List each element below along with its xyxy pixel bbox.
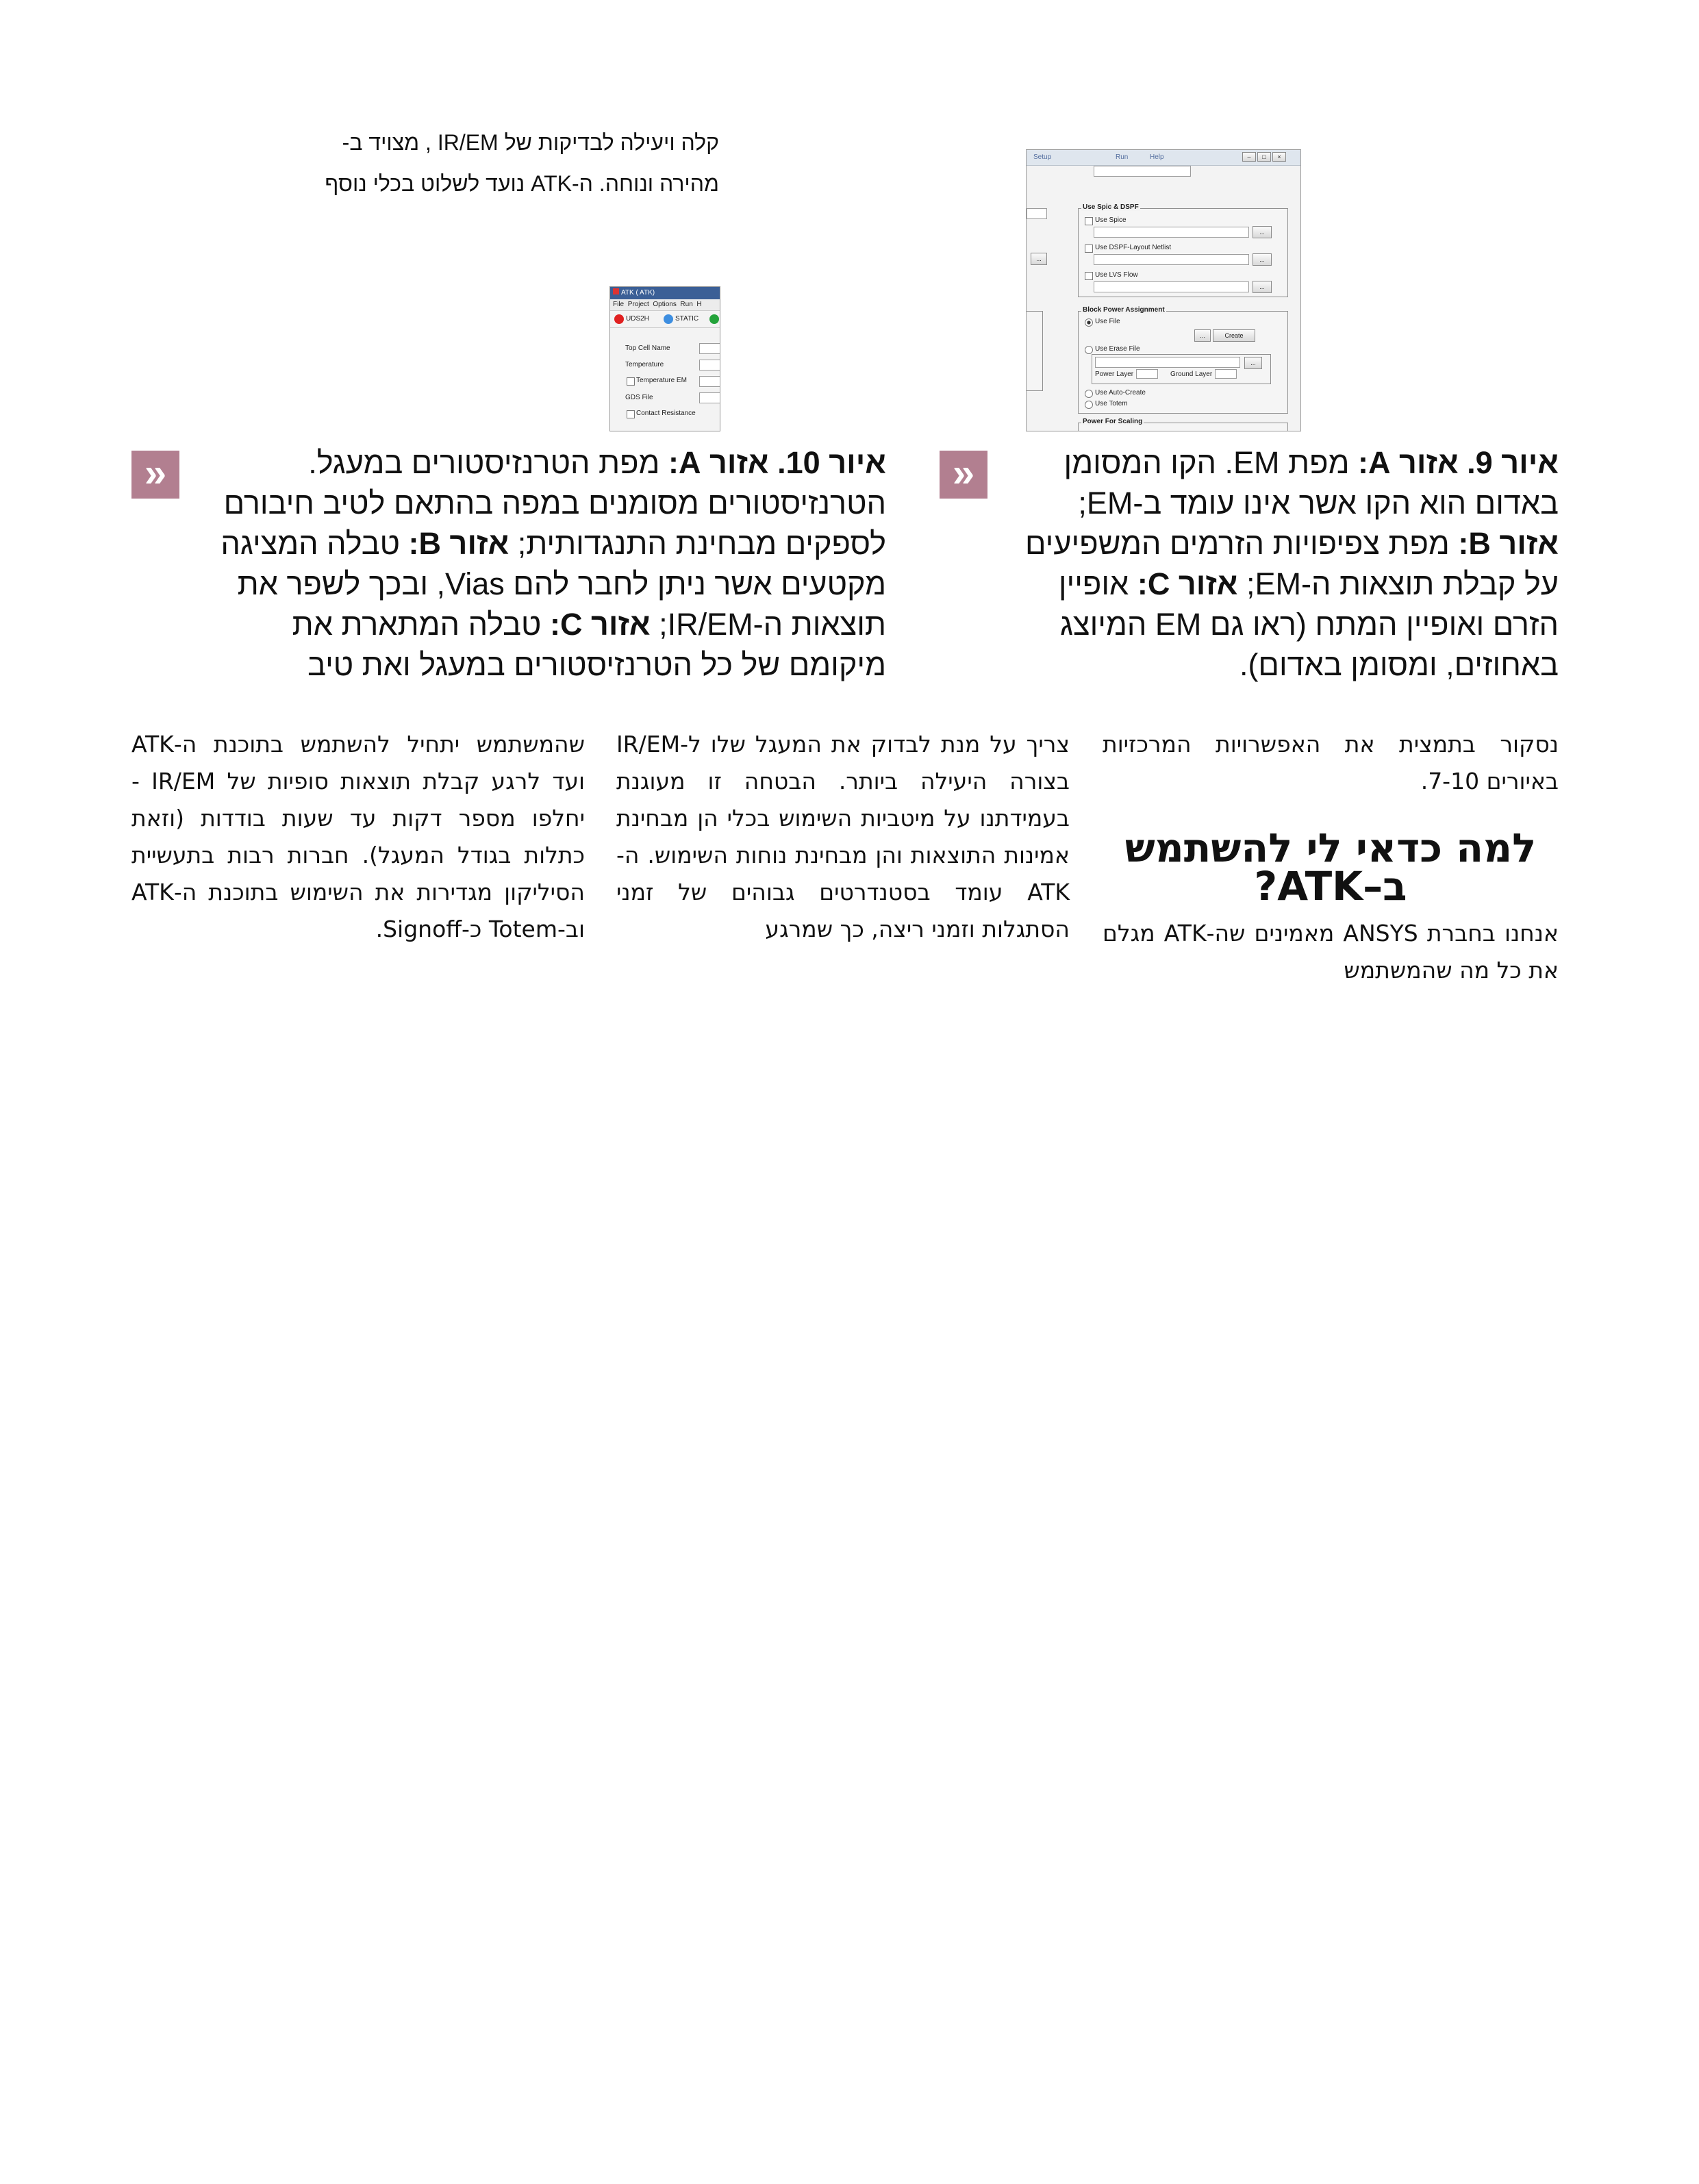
- ground-layer-label: Ground Layer: [1170, 371, 1213, 378]
- auto-create-radio[interactable]: [1085, 390, 1093, 398]
- figure-10-screenshot: [609, 286, 720, 431]
- status-green-icon: [709, 314, 719, 324]
- tab-run[interactable]: Run: [1116, 153, 1129, 161]
- menu-options[interactable]: Options: [653, 301, 677, 308]
- use-spice-label: Use Spice: [1095, 216, 1127, 224]
- block-power-title: Block Power Assignment: [1083, 306, 1165, 314]
- dspf-browse-button[interactable]: ...: [1253, 253, 1272, 266]
- figure-10-caption: [203, 442, 886, 685]
- use-erase-label: Use Erase File: [1095, 345, 1140, 353]
- fig10-zone-c: אזור C:: [549, 607, 651, 642]
- row-gds-file: GDS File: [625, 394, 653, 401]
- top-text-fragment: [294, 122, 719, 204]
- window-title: ATK ( ATK): [621, 289, 655, 297]
- erase-browse-button[interactable]: ...: [1244, 357, 1262, 369]
- use-lvs-label: Use LVS Flow: [1095, 271, 1138, 279]
- fig10-zone-a-text: מפת הטרנזיסטורים במעגל. הטרנזיסטורים מסומנים במפה בהתאם לטיב חיבורם לספקים מבחינת התנגדותית;: [223, 445, 886, 561]
- figure-9-icon: »: [940, 451, 987, 499]
- use-totem-label: Use Totem: [1095, 400, 1128, 407]
- fig9-zone-c-text: אופיין הזרם ואופיין המתח (ראו גם EM המיוצג באחוזים, ומסומן באדום).: [1058, 566, 1559, 682]
- dspf-file-input[interactable]: [1094, 254, 1249, 265]
- cut-off-button[interactable]: ...: [1031, 253, 1047, 265]
- fig10-zone-b-text: טבלה המציגה מקטעים אשר ניתן לחבר להם Vias, ובכך לשפר את תוצאות ה-IR/EM;: [221, 526, 886, 642]
- use-file-radio[interactable]: [1085, 318, 1093, 327]
- spice-browse-button[interactable]: ...: [1253, 226, 1272, 238]
- figure-10-icon: »: [131, 451, 179, 499]
- top-fragment-line-2: מהירה ונוחה. ה-ATK נועד לשלוט בכלי נוסף: [325, 171, 719, 196]
- row-top-cell-name: Top Cell Name: [625, 344, 670, 352]
- close-icon[interactable]: ×: [1272, 152, 1286, 162]
- use-dspf-checkbox[interactable]: [1085, 244, 1093, 253]
- screenshot-toolbar: [1027, 150, 1300, 166]
- fig10-label: איור 10.: [777, 445, 886, 480]
- status-blue-icon: [664, 314, 673, 324]
- cut-off-field[interactable]: [1027, 208, 1047, 219]
- screenshot-titlebar: [610, 287, 720, 299]
- use-file-label: Use File: [1095, 318, 1120, 325]
- lvs-browse-button[interactable]: ...: [1253, 281, 1272, 293]
- status-label-1: UDS2H: [626, 315, 649, 323]
- status-strip: [610, 311, 720, 328]
- status-label-2: STATIC: [675, 315, 699, 323]
- fig9-zone-a-text: מפת EM. הקו המסומן באדום הוא הקו אשר אינו עומד ב-EM;: [1064, 445, 1559, 520]
- row-temperature-em: Temperature EM: [636, 377, 687, 384]
- temperature-input[interactable]: [699, 360, 720, 371]
- create-button[interactable]: Create: [1213, 329, 1255, 342]
- use-dspf-label: Use DSPF-Layout Netlist: [1095, 244, 1172, 251]
- app-icon: [613, 288, 619, 294]
- right-column-paragraph: אנחנו בחברת ANSYS מאמינים שה-ATK מגלם את כל מה שהמשתמש: [1103, 920, 1559, 983]
- menu-run[interactable]: Run: [680, 301, 693, 308]
- power-layer-select[interactable]: [1136, 369, 1158, 379]
- temperature-em-input[interactable]: [699, 376, 720, 387]
- row-contact-resistance: Contact Resistance: [636, 410, 696, 417]
- intro-paragraph: נסקור בתמצית את האפשרויות המרכזיות באיורים 7-10.: [1103, 731, 1559, 794]
- erase-file-input[interactable]: [1095, 357, 1240, 368]
- body-column-right: [1103, 726, 1559, 989]
- temperature-em-checkbox[interactable]: [627, 377, 635, 386]
- ground-layer-select[interactable]: [1215, 369, 1237, 379]
- spice-panel-title: Use Spic & DSPF: [1083, 203, 1139, 211]
- gds-file-input[interactable]: [699, 392, 720, 403]
- fig10-zone-c-text: טבלה המתארת את מיקומם של כל הטרנזיסטורים במעגל ואת טיב: [292, 607, 886, 682]
- cut-off-panel: [1026, 311, 1043, 391]
- maximize-icon[interactable]: □: [1257, 152, 1271, 162]
- menu-bar: [610, 299, 720, 311]
- power-layer-label: Power Layer: [1095, 371, 1134, 378]
- auto-create-label: Use Auto-Create: [1095, 389, 1146, 397]
- fig9-zone-a: אזור A:: [1358, 445, 1459, 480]
- menu-help[interactable]: H: [696, 301, 702, 308]
- menu-project[interactable]: Project: [627, 301, 649, 308]
- top-cell-name-input[interactable]: [699, 343, 720, 354]
- fig9-label: איור 9.: [1467, 445, 1559, 480]
- figure-9-screenshot: [1026, 149, 1301, 431]
- fig9-zone-b: אזור B:: [1458, 526, 1559, 561]
- fig9-zone-b-text: מפת צפיפויות הזרמים המשפיעים על קבלת תוצאות ה-EM;: [1025, 526, 1559, 601]
- fig10-zone-b: אזור B:: [408, 526, 509, 561]
- body-column-middle: צריך על מנת לבדוק את המעגל שלו ל-IR/EM בצורה היעילה ביותר. הבטחה זו מעוגנת בעמידתנו על מיטביות השימוש בכלי הן מבחינת אמינות התוצאות והן מבחינת נוחות השימוש. ה-ATK עומד בסטנדרטים גבוהים של זמני הסתגלות וזמני ריצה, כך שמרגע: [616, 731, 1070, 942]
- tab-setup[interactable]: Setup: [1033, 153, 1052, 161]
- block-file-input[interactable]: [1094, 166, 1191, 177]
- use-totem-radio[interactable]: [1085, 401, 1093, 409]
- use-erase-radio[interactable]: [1085, 346, 1093, 354]
- menu-file[interactable]: File: [613, 301, 625, 308]
- use-lvs-checkbox[interactable]: [1085, 272, 1093, 280]
- block-browse-button[interactable]: ...: [1194, 329, 1211, 342]
- minimize-icon[interactable]: –: [1242, 152, 1256, 162]
- fig9-zone-c: אזור C:: [1137, 566, 1238, 601]
- power-scaling-title: Power For Scaling: [1083, 418, 1143, 425]
- row-temperature: Temperature: [625, 361, 664, 368]
- spice-file-input[interactable]: [1094, 227, 1249, 238]
- section-heading: למה כדאי לי להשתמש ב–ATK?: [1124, 825, 1537, 909]
- lvs-file-input[interactable]: [1094, 281, 1249, 292]
- contact-resistance-checkbox[interactable]: [627, 410, 635, 418]
- status-red-icon: [614, 314, 624, 324]
- tab-help[interactable]: Help: [1150, 153, 1164, 161]
- figure-9-caption: [1012, 442, 1559, 685]
- body-column-left: שהמשתמש יתחיל להשתמש בתוכנת ה-ATK ועד לרגע קבלת תוצאות סופיות של IR/EM - יחלפו מספר דקות עד שעות בודדות (וזאת כתלות בגודל המעגל). חברות רבות בתעשיית הסיליקון מגדירות את השימוש בתוכנת ה-ATK וב-Totem כ-Signoff.: [131, 731, 585, 942]
- top-fragment-line-1: קלה ויעילה לבדיקות של IR/EM , מצויד ב-: [342, 130, 719, 155]
- fig10-zone-a: אזור A:: [668, 445, 769, 480]
- use-spice-checkbox[interactable]: [1085, 217, 1093, 225]
